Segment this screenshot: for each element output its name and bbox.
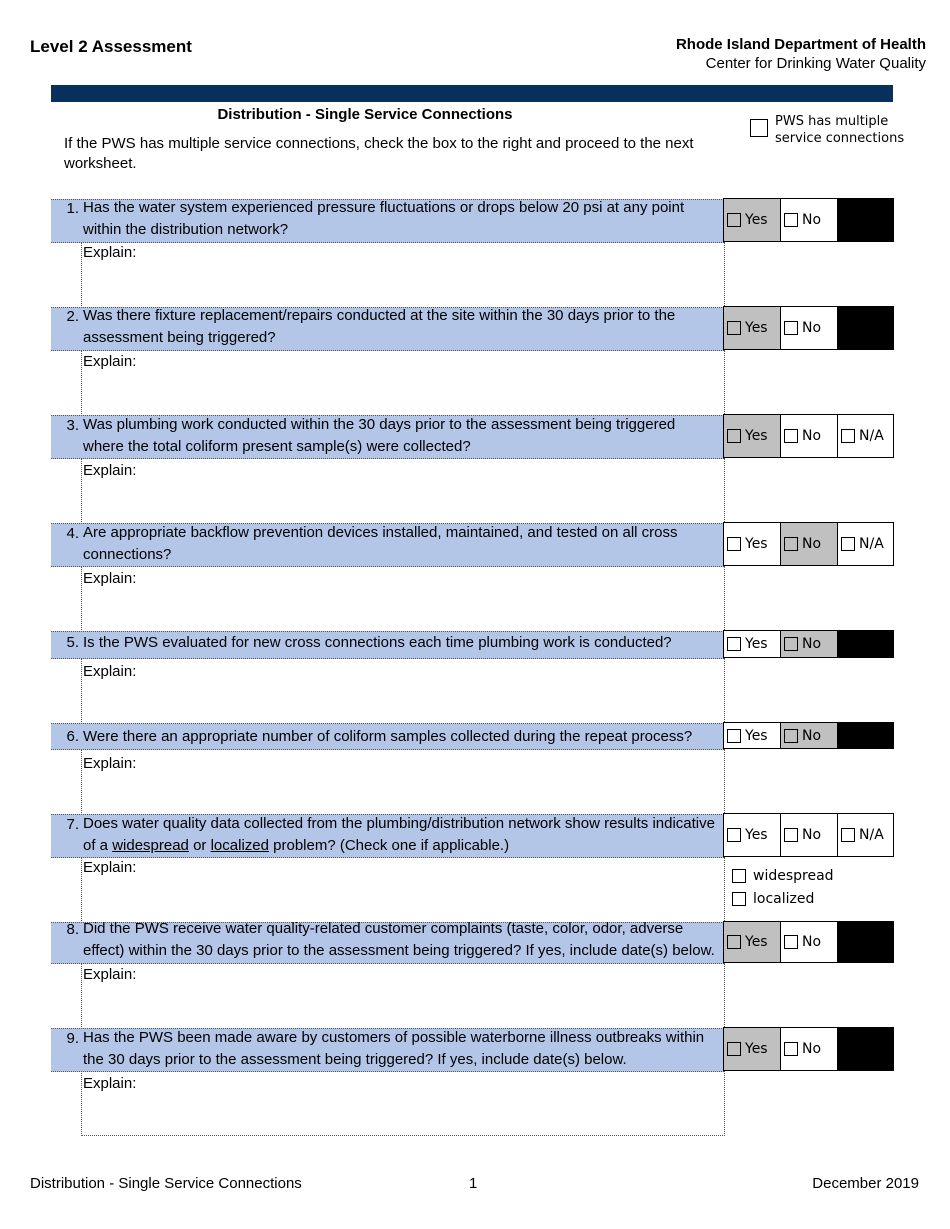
multiple-connections-checkbox[interactable] (750, 119, 768, 137)
question-text: Has the PWS been made aware by customers of possible waterborne illness outbreaks within the 30 days prior to the assessment being triggered? If yes, include date(s) below. (83, 1029, 705, 1068)
question-text: Was plumbing work conducted within the 30 days prior to the assessment being triggered where the total coliform present sample(s) were collected? (83, 416, 676, 455)
explain-area[interactable] (81, 350, 725, 414)
question-text: Has the water system experienced pressure fluctuations or drops below 20 psi at any point within the distribution network? (83, 199, 685, 238)
checkbox[interactable] (841, 537, 855, 551)
explain-area[interactable] (81, 1071, 725, 1136)
no-option[interactable]: No (781, 631, 838, 657)
explain-area[interactable] (81, 857, 725, 921)
na-blocked (838, 723, 893, 748)
question-text: Are appropriate backflow prevention devices installed, maintained, and tested on all cross connections? (83, 524, 678, 563)
checkbox[interactable] (784, 828, 798, 842)
question-number: 3. (66, 417, 79, 434)
footer-page-number: 1 (469, 1175, 478, 1192)
no-option[interactable]: No (781, 922, 838, 962)
answer-row (723, 522, 894, 566)
section-intro: If the PWS has multiple service connections, check the box to the right and proceed to the next worksheet. (64, 135, 694, 172)
checkbox[interactable] (784, 935, 798, 949)
answer-row (723, 722, 894, 749)
no-option[interactable]: No (781, 307, 838, 349)
na-option[interactable]: N/A (838, 814, 893, 856)
explain-area[interactable] (81, 458, 725, 522)
answer-row (723, 306, 894, 350)
yes-option[interactable]: Yes (724, 1028, 781, 1070)
explain-label: Explain: (83, 859, 137, 876)
answer-row (723, 630, 894, 658)
no-option[interactable]: No (781, 814, 838, 856)
checkbox[interactable] (784, 637, 798, 651)
question-number: 7. (66, 816, 79, 833)
checkbox[interactable] (784, 729, 798, 743)
answer-row (723, 198, 894, 242)
question-number: 8. (66, 921, 79, 938)
na-blocked (838, 631, 893, 657)
question-text: Does water quality data collected from the plumbing/distribution network show results indicative of a widespread or localized problem? (Check one if applicable.) (83, 813, 728, 857)
yes-option[interactable]: Yes (724, 307, 781, 349)
question-number: 5. (66, 634, 79, 651)
checkbox[interactable] (784, 537, 798, 551)
widespread-option[interactable]: widespread (732, 868, 834, 884)
explain-label: Explain: (83, 1075, 137, 1092)
section-title: Distribution - Single Service Connections (217, 106, 513, 123)
checkbox[interactable] (784, 321, 798, 335)
no-option[interactable]: No (781, 523, 838, 565)
yes-option[interactable]: Yes (724, 415, 781, 457)
checkbox[interactable] (727, 1042, 741, 1056)
answer-row (723, 414, 894, 458)
multiple-connections-label: PWS has multiple service connections (775, 114, 905, 146)
page-title: Level 2 Assessment (30, 37, 192, 56)
na-blocked (838, 1028, 893, 1070)
checkbox[interactable] (727, 429, 741, 443)
checkbox[interactable] (727, 828, 741, 842)
checkbox[interactable] (732, 892, 746, 906)
checkbox[interactable] (727, 935, 741, 949)
na-blocked (838, 307, 893, 349)
explain-label: Explain: (83, 353, 137, 370)
no-option[interactable]: No (781, 1028, 838, 1070)
checkbox[interactable] (784, 213, 798, 227)
header-band (51, 85, 893, 102)
explain-area[interactable] (81, 242, 725, 306)
explain-area[interactable] (81, 749, 725, 813)
yes-option[interactable]: Yes (724, 631, 781, 657)
question-number: 4. (66, 525, 79, 542)
yes-option[interactable]: Yes (724, 199, 781, 241)
na-blocked (838, 922, 893, 962)
checkbox[interactable] (727, 729, 741, 743)
no-option[interactable]: No (781, 199, 838, 241)
explain-label: Explain: (83, 663, 137, 680)
explain-area[interactable] (81, 566, 725, 630)
answer-row (723, 921, 894, 963)
explain-area[interactable] (81, 658, 725, 722)
yes-option[interactable]: Yes (724, 922, 781, 962)
checkbox[interactable] (784, 429, 798, 443)
answer-row (723, 813, 894, 857)
no-option[interactable]: No (781, 415, 838, 457)
na-option[interactable]: N/A (838, 415, 893, 457)
explain-label: Explain: (83, 462, 137, 479)
checkbox[interactable] (841, 429, 855, 443)
yes-option[interactable]: Yes (724, 523, 781, 565)
question-text-line2: of a widespread or localized problem? (Check one if applicable.) (83, 837, 510, 854)
answer-row (723, 1027, 894, 1071)
question-text: Is the PWS evaluated for new cross connections each time plumbing work is conducted? (83, 634, 672, 651)
yes-option[interactable]: Yes (724, 814, 781, 856)
org-header (676, 35, 926, 73)
footer-section-name: Distribution - Single Service Connections (30, 1175, 302, 1192)
question-number: 9. (66, 1030, 79, 1047)
no-option[interactable]: No (781, 723, 838, 748)
explain-label: Explain: (83, 570, 137, 587)
question-text: Did the PWS receive water quality-related customer complaints (taste, color, odor, adverse effect) within the 30 days prior to the assessment being triggered? If yes, include date(s) below. (83, 920, 715, 959)
explain-label: Explain: (83, 966, 137, 983)
question-text: Were there an appropriate number of coliform samples collected during the repeat process? (83, 728, 693, 745)
explain-area[interactable] (81, 963, 725, 1027)
checkbox[interactable] (732, 869, 746, 883)
question-number: 1. (66, 200, 79, 217)
question-text: Was there fixture replacement/repairs conducted at the site within the 30 days prior to the assessment being triggered? (83, 307, 676, 346)
na-option[interactable]: N/A (838, 523, 893, 565)
yes-option[interactable]: Yes (724, 723, 781, 748)
checkbox[interactable] (727, 321, 741, 335)
footer-date: December 2019 (812, 1175, 919, 1192)
question-number: 6. (66, 728, 79, 745)
checkbox[interactable] (727, 537, 741, 551)
dept-name: Center for Drinking Water Quality (705, 55, 926, 72)
checkbox[interactable] (727, 637, 741, 651)
na-blocked (838, 199, 893, 241)
checkbox[interactable] (784, 1042, 798, 1056)
localized-option[interactable]: localized (732, 891, 814, 907)
explain-label: Explain: (83, 755, 137, 772)
checkbox[interactable] (841, 828, 855, 842)
checkbox[interactable] (727, 213, 741, 227)
org-name: Rhode Island Department of Health (675, 36, 926, 53)
explain-label: Explain: (83, 244, 137, 261)
question-number: 2. (66, 308, 79, 325)
